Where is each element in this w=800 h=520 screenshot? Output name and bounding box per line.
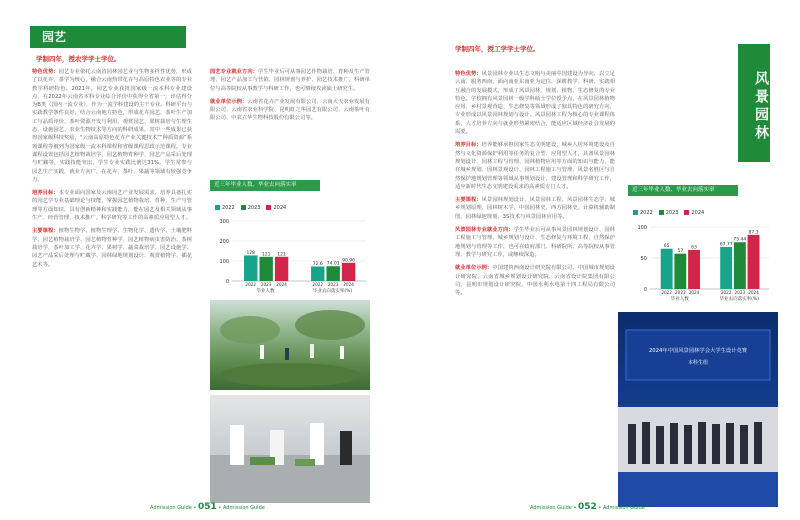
right-footer: Admission Guide • 052 • Admission Guide	[530, 502, 645, 512]
photo-lab-illustration	[210, 395, 370, 503]
left-jobs-column	[210, 68, 370, 128]
chart-svg	[628, 221, 773, 303]
chart-title: 近三年毕业人数、毕业去向落实率	[628, 185, 738, 196]
left-text-column	[32, 68, 192, 274]
y-tick-label: 0	[225, 279, 229, 285]
para-features: 特色优势：风景园林专业以生态文明与美丽中国建设为导向，以立足云南、服务西南、面向南亚东南亚为定位，深耕教学、科研、实践相互融合的发展模式，形成了风景园林、规划、植物、生态修复的专业特色。学校拥有风景园林一级学科硕士学位授予点，在风景园林植物应用、乡村景观营造、生态修复等领域形成了独具特色的研究方向，专业形成以风景园林规划与设计、风景园林工程为核心的专业课程体系，人才培养方向与就业形势紧密结合，能适应区域经济社会发展的需要。	[455, 71, 615, 136]
y-tick-label: 200	[219, 239, 229, 245]
x-tick-label: 2024	[276, 282, 287, 287]
group-label: 毕业人数	[256, 289, 275, 294]
bar	[674, 254, 686, 289]
bar	[688, 250, 700, 289]
para-features: 特色优势：园艺专业依托云南省园林园艺业与生物多样性优势，形成了以花卉、茶学为核心，融合云南热带花卉与高原特色农业等的专业教学科研特色。2021年，园艺专业获批国家级一流本科专业建设点，在2022年云南省本科专业综合评价中获得全省第一，评估得分为B类（国内一流专业），作为一流学科建设的主干专业。科研平台与实践教学条件良好，结合云南地方特色，形成花卉园艺、茶叶生产加工与品质评价、茶叶资源开发与利用、观赏园艺、果树栽培与生理生态、设施园艺、农业生物技术等方向的科研成果，其中一些成果已获得国家级科技奖励，“云南高原特色花卉产业关键技术”“种质资源”系列课程等被列为国家级一流本科课程和省级课程思政示范课程。专业课程设置包括园艺植物栽培学、园艺植物育种学、园艺产品采后处理与贮藏等，实践技能突出，学生专业实践比例达31%。学生常参与园艺生产实践，就业方向广，在花卉、茶叶、果蔬等领域有较强竞争力。	[32, 69, 192, 183]
y-tick-label: 0	[643, 287, 647, 293]
para-jobs: 风景园林专业就业方向：学生毕业后可从事风景园林规划设计、园林工程施工与管理、城乡规划与设计、生态修复与环境工程、自然保护地规划与管理等工作，也可在政府部门、科研院所、高等院校从事管理、教学与研究工作，或继续深造。	[455, 227, 615, 258]
data-label: 75.44	[733, 237, 747, 243]
para-jobs: 园艺专业就业方向：学生毕业后可从事园艺作物栽培、育种及生产管理、园艺产品加工与营销、园林规划与养护、园艺技术推广、科研单位与高等院校从事教学与科研工作，也可继续攻读硕士研究生。	[210, 69, 370, 92]
chart-legend: 2022 2023 2024	[633, 210, 704, 216]
data-label: 57	[677, 249, 684, 255]
chart-legend: 2022 2023 2024	[215, 205, 286, 211]
x-tick-label: 2022	[661, 290, 672, 295]
bar	[748, 235, 760, 289]
left-footer: Admission Guide • 051 • Admission Guide	[150, 502, 265, 512]
x-tick-label: 2023	[260, 282, 272, 287]
banner-line2: 本科生组	[687, 360, 709, 366]
para-employers: 就业单位示例：中国建筑西南设计研究院有限公司、中国城市规划设计研究院、云南省城乡规划设计研究院、云南省设计院集团有限公司、昆明市规划设计研究院、中国水利水电第十四工程局有限公司等。	[455, 265, 615, 297]
x-tick-label: 2023	[675, 290, 686, 295]
data-label: 74.01	[326, 261, 340, 267]
bar	[661, 249, 673, 289]
photo-lab	[210, 395, 370, 503]
para-goals: 培养目标：培养能够承担国家生态文明建设、城乡人居环境建设及自然与文化资源保护利用等任务的复合型、应用型人才，具备风景园林规划设计、园林工程与管理、园林植物应用等方面的知识与能力，能在城乡规划、园林景观设计、园林工程施工与管理、风景名胜区与自然保护地规划管理等领域从事规划设计、建设管理和科学研究工作，适应新时代生态文明建设需求的高素质专门人才。	[455, 142, 615, 190]
group-label: 毕业人数	[670, 297, 689, 302]
group-label: 毕业去向落实率(%)	[312, 289, 353, 294]
data-label: 121	[261, 252, 271, 258]
bar	[244, 255, 257, 281]
y-tick-label: 300	[219, 219, 229, 225]
photo-award-ceremony	[618, 312, 778, 507]
bar	[734, 242, 746, 289]
y-tick-label: 100	[219, 259, 229, 265]
data-label: 65	[663, 244, 670, 250]
x-tick-label: 2023	[327, 282, 339, 287]
bar	[275, 257, 288, 281]
x-tick-label: 2024	[688, 290, 700, 295]
x-tick-label: 2022	[720, 290, 732, 295]
degree-line: 学制四年，授农学学士学位。	[36, 55, 121, 63]
group-label: 毕业去向落实率(%)	[719, 297, 759, 302]
bar	[342, 263, 355, 281]
data-label: 63	[691, 245, 697, 251]
data-label: 72.6	[312, 261, 323, 267]
x-tick-label: 2024	[748, 290, 759, 295]
degree-line: 学制四年，授工学学士学位。	[455, 45, 540, 53]
para-courses: 主要课程：植物生物学、植物生理学、生物化学、遗传学、土壤肥料学、园艺植物栽培学、园艺植物育种学、园艺植物病虫害防治、茶树栽培学、茶叶加工学、花卉学、果树学、蔬菜栽培学、园艺设施学、园艺产品采后处理与贮藏学、园林绿地规划设计、观赏植物学、插花艺术等。	[32, 228, 192, 268]
y-tick-label: 50	[640, 256, 647, 262]
para-employers: 就业单位示例：云南省花卉产业发展有限公司、云南大天农业发展有限公司、云南省农业科学院、昆明虹之华园艺有限公司、云南茶叶有限公司、中农立华生物科技股份有限公司等。	[210, 98, 370, 122]
data-label: 67.77	[719, 242, 733, 248]
left-chart	[210, 180, 370, 295]
x-tick-label: 2024	[343, 282, 354, 287]
y-tick-label: 100	[637, 225, 647, 231]
photo-field-illustration	[210, 300, 370, 390]
para-courses: 主要课程：风景园林规划设计、风景园林工程、风景园林生态学、城乡规划原理、园林树木学、中国园林史、西方园林史、计算机辅助制图、园林绿地规划、3S技术与风景园林应用等。	[455, 197, 615, 220]
para-goals: 培养目标：本专业面向国家及云南园艺产业发展需求，培养具备扎实的园艺学专业基础理论与技能，掌握园艺植物栽培、育种、生产与管理等方面知识，具有创新精神和实践能力，能在园艺及相关领域从事生产、经营管理、技术推广、科学研究等工作的高素质应用型人才。	[32, 190, 192, 222]
chart-svg	[210, 215, 370, 295]
bar	[326, 266, 339, 281]
data-label: 121	[277, 252, 286, 258]
bar	[311, 266, 324, 281]
right-text-column	[455, 70, 615, 302]
chart-title: 近三年毕业人数、毕业去向落实率	[210, 180, 320, 191]
photo-ceremony-illustration	[618, 312, 778, 507]
right-page	[400, 0, 800, 520]
bar	[259, 257, 272, 281]
bar	[720, 247, 732, 289]
photo-field-work	[210, 300, 370, 390]
section-title: 风景园林	[753, 71, 769, 143]
right-chart	[628, 185, 773, 305]
data-label: 128	[246, 250, 256, 256]
data-label: 90.96	[342, 258, 356, 264]
banner-line1: 2024年中国风景园林学会大学生设计竞赛	[648, 348, 748, 354]
section-title: 园艺	[42, 30, 67, 44]
section-header-landscape	[738, 44, 770, 162]
data-label: 87.3	[748, 230, 759, 236]
section-header-horticulture	[30, 26, 186, 48]
x-tick-label: 2022	[312, 282, 324, 287]
x-tick-label: 2023	[734, 290, 746, 295]
x-tick-label: 2022	[245, 282, 257, 287]
